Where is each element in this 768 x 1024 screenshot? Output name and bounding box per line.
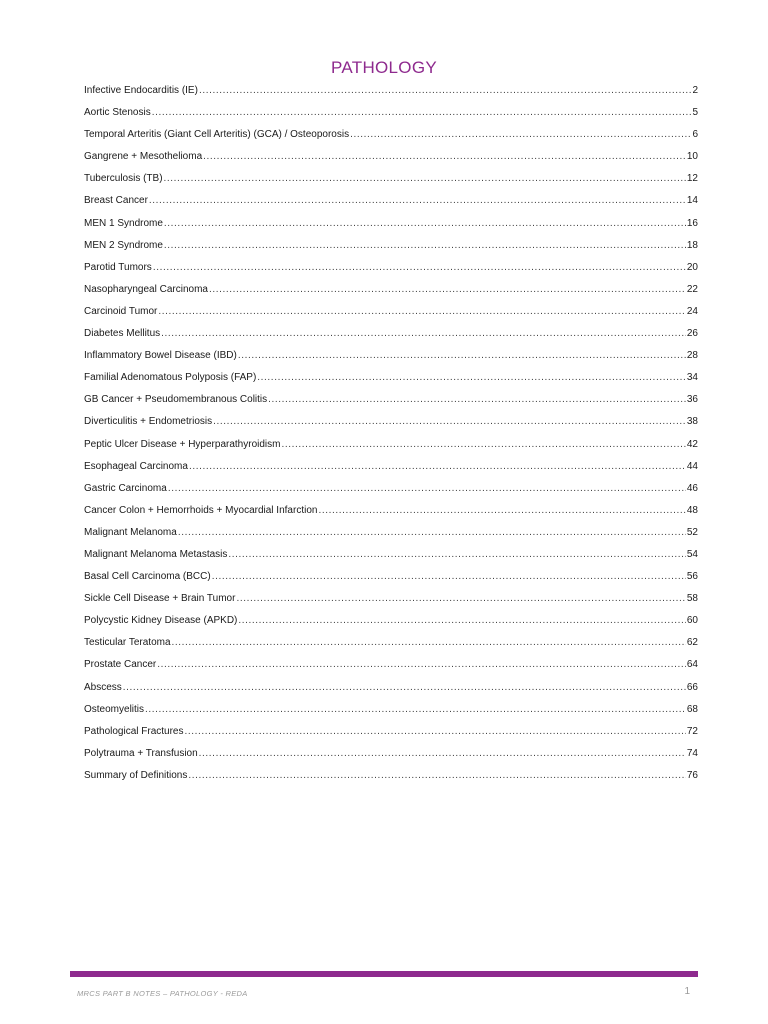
toc-entry-page-number: 14 xyxy=(686,195,698,207)
toc-entry-title: Temporal Arteritis (Giant Cell Arteritis) (GCA) / Osteoporosis xyxy=(84,129,350,141)
toc-entry[interactable] xyxy=(84,588,698,610)
toc-dot-leader xyxy=(168,478,686,500)
toc-entry-page-number: 46 xyxy=(686,482,698,494)
toc-entry[interactable] xyxy=(84,434,698,456)
toc-entry-title: Malignant Melanoma xyxy=(84,526,177,538)
toc-entry-title: Tuberculosis (TB) xyxy=(84,173,163,185)
toc-entry-title: Polytrauma + Transfusion xyxy=(84,747,198,759)
toc-dot-leader xyxy=(189,456,686,478)
toc-entry-page-number: 12 xyxy=(686,173,698,185)
toc-entry[interactable] xyxy=(84,146,698,168)
toc-dot-leader xyxy=(318,500,685,522)
toc-entry-title: Infective Endocarditis (IE) xyxy=(84,85,198,96)
toc-entry[interactable] xyxy=(84,632,698,654)
toc-entry[interactable] xyxy=(84,235,698,257)
footer-rule xyxy=(70,971,698,977)
toc-entry-page-number: 36 xyxy=(686,394,698,406)
toc-dot-leader xyxy=(238,345,686,367)
toc-entry-title: Gastric Carcinoma xyxy=(84,482,167,494)
toc-dot-leader xyxy=(209,279,686,301)
toc-entry-page-number: 16 xyxy=(686,217,698,229)
toc-dot-leader xyxy=(158,301,686,323)
toc-entry-page-number: 58 xyxy=(686,593,698,605)
toc-dot-leader xyxy=(145,699,686,721)
toc-entry[interactable] xyxy=(84,190,698,212)
toc-entry-page-number: 24 xyxy=(686,305,698,317)
toc-entry-page-number: 56 xyxy=(686,571,698,583)
toc-dot-leader xyxy=(178,522,686,544)
toc-entry[interactable] xyxy=(84,699,698,721)
toc-entry[interactable] xyxy=(84,456,698,478)
toc-entry[interactable] xyxy=(84,168,698,190)
toc-entry-page-number: 26 xyxy=(686,328,698,340)
toc-entry[interactable] xyxy=(84,102,698,124)
toc-dot-leader xyxy=(228,544,685,566)
toc-dot-leader xyxy=(199,80,692,102)
toc-dot-leader xyxy=(185,721,686,743)
toc-entry-title: Familial Adenomatous Polyposis (FAP) xyxy=(84,372,257,384)
toc-entry-page-number: 72 xyxy=(686,725,698,737)
toc-entry[interactable] xyxy=(84,367,698,389)
toc-entry-page-number: 20 xyxy=(686,261,698,273)
toc-dot-leader xyxy=(157,654,686,676)
toc-dot-leader xyxy=(199,743,686,765)
toc-entry-page-number: 2 xyxy=(692,85,698,96)
toc-entry[interactable] xyxy=(84,544,698,566)
footer-page-number: 1 xyxy=(684,986,690,997)
toc-dot-leader xyxy=(153,257,686,279)
toc-dot-leader xyxy=(152,102,692,124)
toc-entry-title: Basal Cell Carcinoma (BCC) xyxy=(84,571,211,583)
toc-dot-leader xyxy=(238,610,685,632)
toc-entry-page-number: 44 xyxy=(686,460,698,472)
toc-entry-title: Aortic Stenosis xyxy=(84,107,151,119)
toc-entry[interactable] xyxy=(84,411,698,433)
toc-entry[interactable] xyxy=(84,522,698,544)
toc-entry-title: Osteomyelitis xyxy=(84,703,145,715)
toc-entry-page-number: 6 xyxy=(692,129,698,141)
toc-dot-leader xyxy=(164,235,686,257)
toc-dot-leader xyxy=(281,434,685,456)
toc-entry-page-number: 68 xyxy=(686,703,698,715)
toc-entry-title: Diverticulitis + Endometriosis xyxy=(84,416,213,428)
toc-entry-title: Malignant Melanoma Metastasis xyxy=(84,548,228,560)
toc-entry-page-number: 54 xyxy=(686,548,698,560)
toc-entry-title: Peptic Ulcer Disease + Hyperparathyroidism xyxy=(84,438,281,450)
toc-entry[interactable] xyxy=(84,654,698,676)
toc-entry-page-number: 62 xyxy=(686,637,698,649)
toc-entry[interactable] xyxy=(84,478,698,500)
toc-entry[interactable] xyxy=(84,80,698,102)
toc-entry[interactable] xyxy=(84,279,698,301)
toc-entry-title: Pathological Fractures xyxy=(84,725,184,737)
toc-entry-page-number: 66 xyxy=(686,681,698,693)
toc-entry-title: Cancer Colon + Hemorrhoids + Myocardial Infarction xyxy=(84,504,318,516)
toc-entry-title: Gangrene + Mesothelioma xyxy=(84,151,203,163)
toc-entry-page-number: 22 xyxy=(686,283,698,295)
toc-entry[interactable] xyxy=(84,500,698,522)
toc-entry-title: Diabetes Mellitus xyxy=(84,328,161,340)
toc-dot-leader xyxy=(268,389,686,411)
toc-entry-page-number: 38 xyxy=(686,416,698,428)
toc-dot-leader xyxy=(213,411,686,433)
toc-dot-leader xyxy=(350,124,691,146)
toc-entry-page-number: 74 xyxy=(686,747,698,759)
toc-entry-page-number: 48 xyxy=(686,504,698,516)
toc-dot-leader xyxy=(172,632,686,654)
footer-text: MRCS PART B NOTES – PATHOLOGY - REDA xyxy=(77,989,248,998)
toc-entry-page-number: 64 xyxy=(686,659,698,671)
toc-entry-page-number: 52 xyxy=(686,526,698,538)
toc-entry-title: GB Cancer + Pseudomembranous Colitis xyxy=(84,394,268,406)
toc-entry[interactable] xyxy=(84,566,698,588)
toc-entry-title: Carcinoid Tumor xyxy=(84,305,158,317)
toc-entry-title: Prostate Cancer xyxy=(84,659,157,671)
toc-entry[interactable] xyxy=(84,721,698,743)
toc-entry[interactable] xyxy=(84,124,698,146)
toc-entry-page-number: 42 xyxy=(686,438,698,450)
toc-entry-title: Inflammatory Bowel Disease (IBD) xyxy=(84,350,237,362)
toc-entry-page-number: 28 xyxy=(686,350,698,362)
toc-entry-title: Sickle Cell Disease + Brain Tumor xyxy=(84,593,236,605)
toc-entry-title: Summary of Definitions xyxy=(84,769,188,781)
toc-entry[interactable] xyxy=(84,213,698,235)
toc-entry[interactable] xyxy=(84,389,698,411)
toc-entry-title: Esophageal Carcinoma xyxy=(84,460,188,472)
toc-entry[interactable] xyxy=(84,301,698,323)
toc-entry-page-number: 34 xyxy=(686,372,698,384)
toc-entry[interactable] xyxy=(84,765,698,787)
toc-entry-title: MEN 1 Syndrome xyxy=(84,217,163,229)
toc-entry-page-number: 10 xyxy=(686,151,698,163)
toc-entry-page-number: 60 xyxy=(686,615,698,627)
toc-entry-title: MEN 2 Syndrome xyxy=(84,239,163,251)
toc-dot-leader xyxy=(164,168,686,190)
toc-dot-leader xyxy=(123,677,686,699)
toc-entry-page-number: 5 xyxy=(692,107,698,119)
page-title: PATHOLOGY xyxy=(331,58,437,77)
toc-dot-leader xyxy=(203,146,686,168)
toc-entry[interactable] xyxy=(84,610,698,632)
toc-entry-page-number: 76 xyxy=(686,769,698,781)
toc-dot-leader xyxy=(149,190,686,212)
toc-entry-title: Testicular Teratoma xyxy=(84,637,171,649)
toc-dot-leader xyxy=(161,323,686,345)
toc-dot-leader xyxy=(236,588,685,610)
toc-dot-leader xyxy=(212,566,686,588)
toc-entry[interactable] xyxy=(84,323,698,345)
toc-entry-title: Parotid Tumors xyxy=(84,261,152,273)
toc-dot-leader xyxy=(164,213,686,235)
table-of-contents xyxy=(84,80,698,787)
toc-entry-title: Abscess xyxy=(84,681,122,693)
toc-entry[interactable] xyxy=(84,257,698,279)
toc-dot-leader xyxy=(257,367,686,389)
toc-entry-page-number: 18 xyxy=(686,239,698,251)
toc-entry[interactable] xyxy=(84,677,698,699)
toc-entry-title: Polycystic Kidney Disease (APKD) xyxy=(84,615,238,627)
toc-entry-title: Breast Cancer xyxy=(84,195,148,207)
toc-entry[interactable] xyxy=(84,345,698,367)
toc-entry[interactable] xyxy=(84,743,698,765)
toc-dot-leader xyxy=(188,765,686,787)
toc-entry-title: Nasopharyngeal Carcinoma xyxy=(84,283,208,295)
